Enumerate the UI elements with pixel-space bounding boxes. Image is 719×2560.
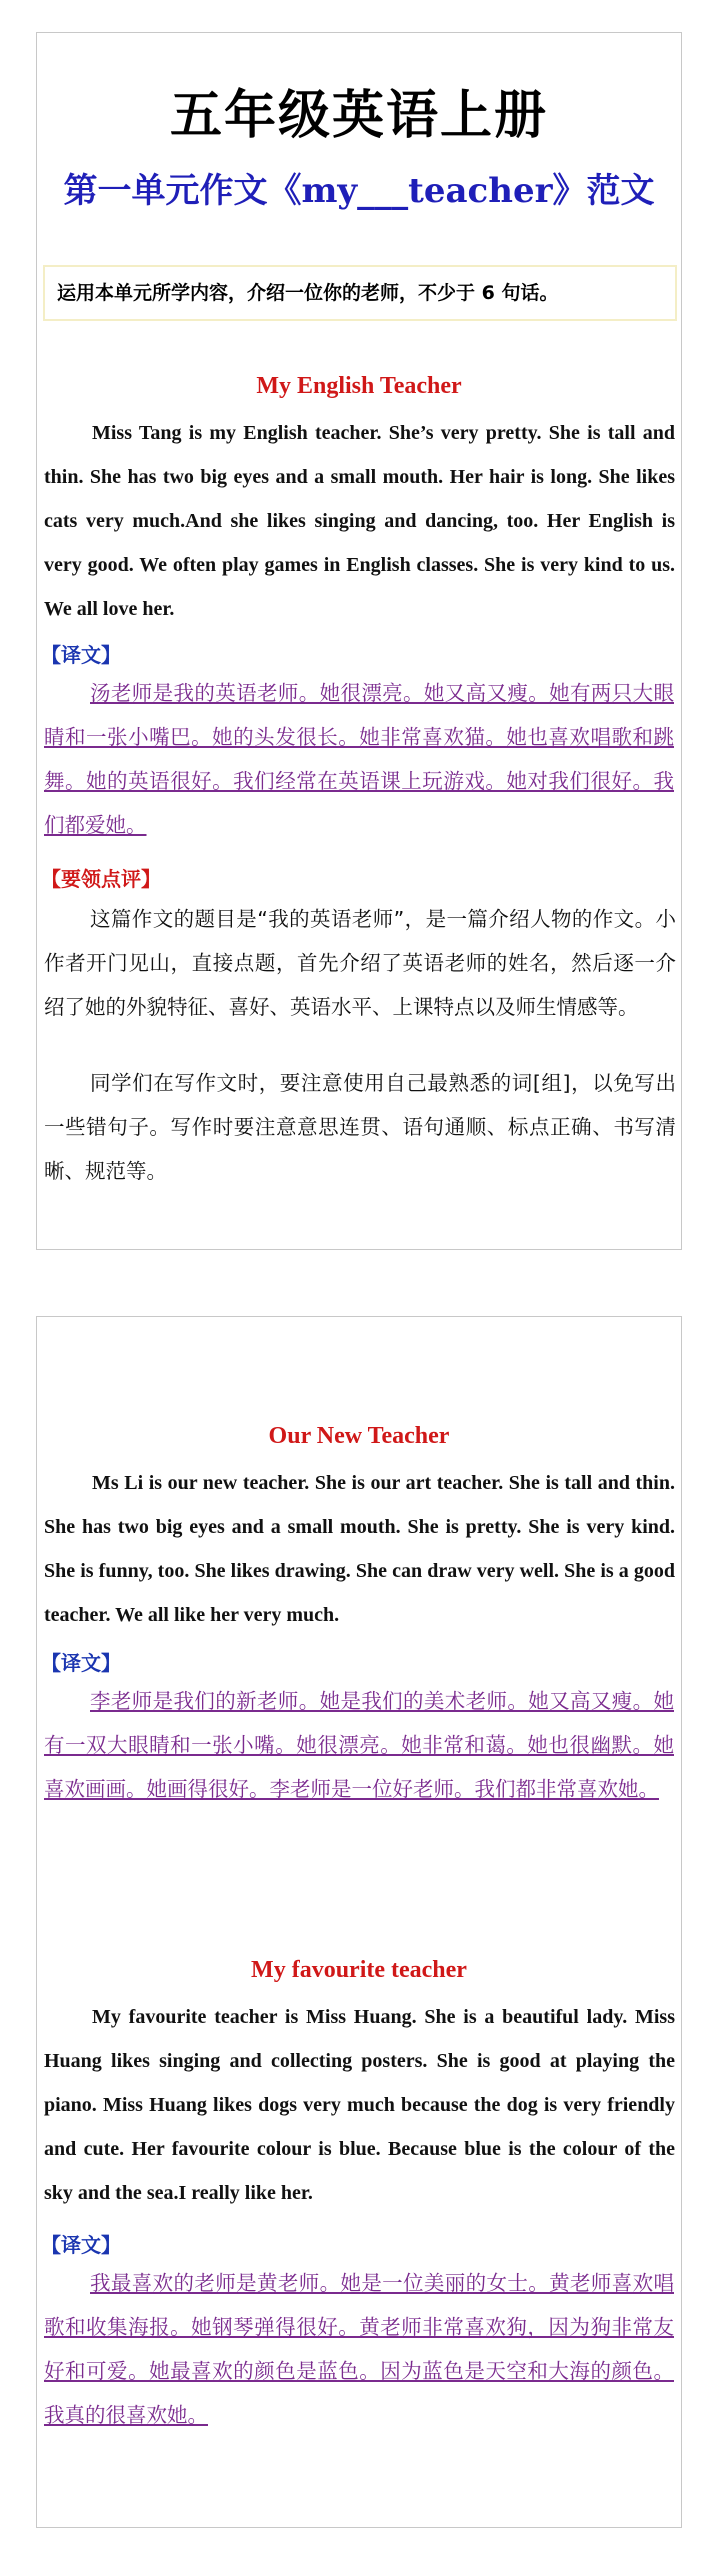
essay-title-2: Our New Teacher bbox=[268, 1423, 450, 1449]
essay-translation-3: 我最喜欢的老师是黄老师。她是一位美丽的女士。黄老师喜欢唱歌和收集海报。她钢琴弹得很好。黄老师非常喜欢狗，因为狗非常友好和可爱。她最喜欢的颜色是蓝色。因为蓝色是天空和大海的颜色。我真的很喜欢她。 bbox=[44, 2271, 674, 2427]
essay-title-1: My English Teacher bbox=[256, 373, 462, 399]
essay-english-2: Ms Li is our new teacher. She is our art teacher. She is tall and thin. She has two big eyes and a small mouth. She is pretty. She is very kind. She is funny, too. She likes drawing. She can draw very well. She is a good teacher. We all like her very much. bbox=[44, 1472, 675, 1626]
translation-label-1: 【译文】 bbox=[41, 643, 121, 667]
essay-title-3: My favourite teacher bbox=[251, 1957, 467, 1983]
document-page-2 bbox=[36, 1316, 682, 2528]
main-title: 五年级英语上册 bbox=[169, 86, 548, 146]
translation-label-3: 【译文】 bbox=[41, 2233, 121, 2257]
essay-english-3: My favourite teacher is Miss Huang. She is a beautiful lady. Miss Huang likes singing and collecting posters. She is good at playing the piano. Miss Huang likes dogs very much because the dog is very friendly and cute. Her favourite colour is blue. Because blue is the colour of the sky and the sea.I really like her. bbox=[44, 2006, 675, 2204]
translation-label-2: 【译文】 bbox=[41, 1651, 121, 1675]
essay-translation-2: 李老师是我们的新老师。她是我们的美术老师。她又高又瘦。她有一双大眼睛和一张小嘴。她很漂亮。她非常和蔼。她也很幽默。她喜欢画画。她画得很好。李老师是一位好老师。我们都非常喜欢她。 bbox=[44, 1689, 674, 1801]
essay-english-1: Miss Tang is my English teacher. She’s very pretty. She is tall and thin. She has two big eyes and a small mouth. Her hair is long. She likes cats very much.And she likes singing and dancing, too. Her English is very good. We often play games in English classes. She is very kind to us. We all love her. bbox=[44, 422, 675, 620]
essay-translation-1: 汤老师是我的英语老师。她很漂亮。她又高又瘦。她有两只大眼睛和一张小嘴巴。她的头发很长。她非常喜欢猫。她也喜欢唱歌和跳舞。她的英语很好。我们经常在英语课上玩游戏。她对我们很好。我们都爱她。 bbox=[44, 681, 674, 837]
comment-label: 【要领点评】 bbox=[41, 867, 161, 891]
writing-prompt: 运用本单元所学内容，介绍一位你的老师，不少于 6 句话。 bbox=[43, 265, 677, 321]
sub-title: 第一单元作文《my___teacher》范文 bbox=[63, 171, 655, 211]
comment-paragraph-2: 同学们在写作文时，要注意使用自己最熟悉的词[组]，以免写出一些错句子。写作时要注意意思连贯、语句通顺、标点正确、书写清晰、规范等。 bbox=[44, 1071, 676, 1183]
comment-paragraph-1: 这篇作文的题目是“我的英语老师”，是一篇介绍人物的作文。小作者开门见山，直接点题，首先介绍了英语老师的姓名，然后逐一介绍了她的外貌特征、喜好、英语水平、上课特点以及师生情感等。 bbox=[44, 907, 676, 1019]
document-page-1 bbox=[36, 32, 682, 1250]
